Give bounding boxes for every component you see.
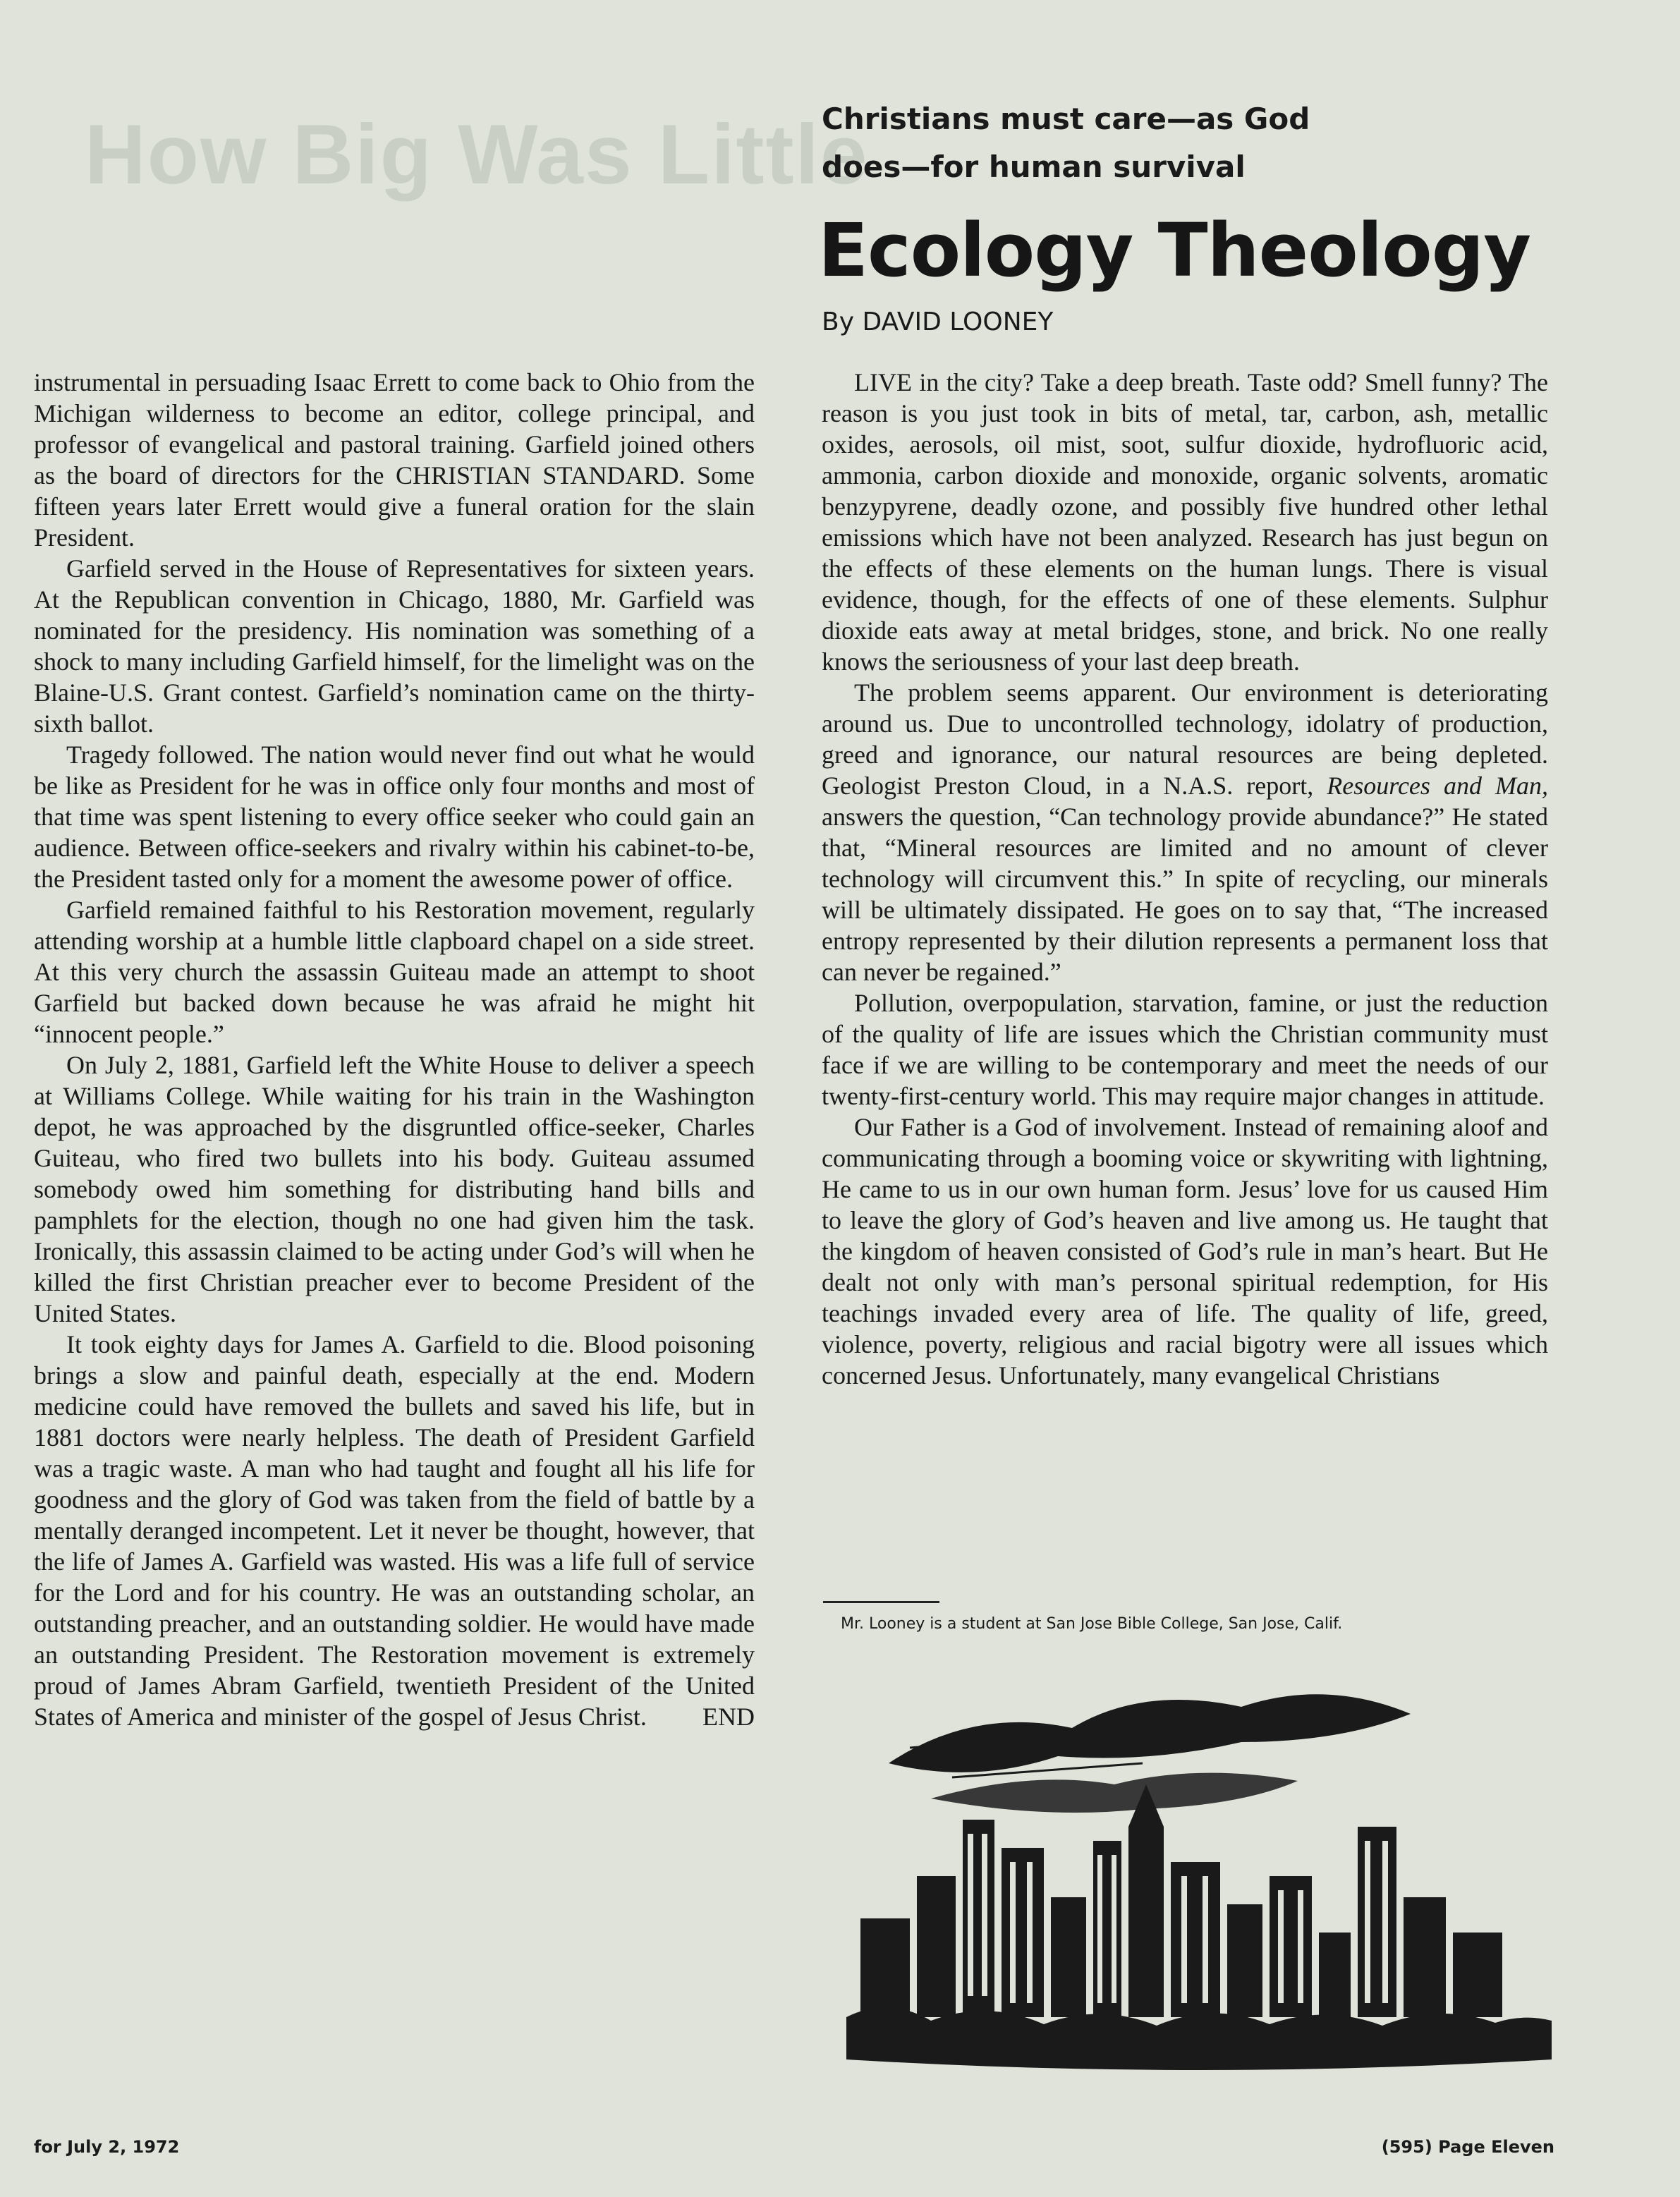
- city-skyline-illustration: [846, 1665, 1552, 2081]
- deck-line-1: Christians must care—as God: [822, 102, 1310, 136]
- right-paragraph-3: Pollution, overpopulation, starvation, famine, or just the reduction of the quality of life are issues which the Christian community must face if we are willing to be contemporary and meet the needs of our twenty-first-century world. This may require major changes in attitude.: [822, 989, 1548, 1110]
- right-column: [822, 367, 1548, 1391]
- tree-line: [846, 2007, 1552, 2070]
- left-paragraph-6: [34, 1329, 755, 1732]
- left-paragraph-1: instrumental in persuading Isaac Errett to come back to Ohio from the Michigan wilderness to become an editor, college principal, and professor of evangelical and pastoral training. Garfield joined others as the board of directors for the CHRISTIAN STANDARD. Some fifteen years later Errett would give a funeral oration for the slain President.: [34, 368, 755, 552]
- end-mark: END: [702, 1703, 755, 1731]
- left-paragraph-4: Garfield remained faithful to his Restoration movement, regularly attending worship at a humble little clapboard chapel on a side street. At this very church the assassin Guiteau made an attempt to shoot Garfield but backed down because he was afraid he might hit “innocent people.”: [34, 896, 755, 1048]
- deck-line-2: does—for human survival: [822, 150, 1246, 184]
- left-paragraph-6-text: It took eighty days for James A. Garfield to die. Blood poisoning brings a slow and painful death, especially at the end. Modern medicine could have removed the bullets and saved his life, but in 1881 doctors were nearly helpless. The death of President Garfield was a tragic waste. A man who had taught and fought all his life for goodness and the glory of God was taken from the field of battle by a mentally deranged incompetent. Let it never be thought, however, that the life of James A. Garfield was wasted. His was a life full of service for the Lord and for his country. He was an outstanding scholar, an outstanding preacher, and an outstanding soldier. He would have made an outstanding President. The Restoration movement is extremely proud of James Abram Garfield, twentieth President of the United States of America and minister of the gospel of Jesus Christ.: [34, 1330, 755, 1731]
- report-title: Resources and Man,: [1327, 772, 1548, 800]
- article-deck: [822, 95, 1583, 191]
- left-column: [34, 367, 755, 1732]
- right-paragraph-4: Our Father is a God of involvement. Instead of remaining aloof and communicating through a booming voice or skywriting with lightning, He came to us in our own human form. Jesus’ love for us caused Him to leave the glory of God’s heaven and live among us. He taught that the kingdom of heaven consisted of God’s rule in man’s heart. But He dealt not only with man’s personal spiritual redemption, for His teachings invaded every area of life. The quality of life, greed, violence, poverty, religious and racial bigotry were all issues which concerned Jesus. Unfortunately, many evangelical Christians: [822, 1113, 1548, 1389]
- issue-date: for July 2, 1972: [34, 2137, 180, 2157]
- faded-previous-title: How Big Was Little: [85, 107, 869, 202]
- byline: By DAVID LOONEY: [822, 308, 1054, 336]
- footnote-rule: [823, 1601, 939, 1603]
- left-paragraph-2: Garfield served in the House of Representatives for sixteen years. At the Republican convention in Chicago, 1880, Mr. Garfield was nominated for the presidency. His nomination was something of a shock to many including Garfield himself, for the limelight was on the Blaine-U.S. Grant contest. Garfield’s nomination came on the thirty-sixth ballot.: [34, 554, 755, 738]
- author-footnote: Mr. Looney is a student at San Jose Bible College, San Jose, Calif.: [841, 1615, 1343, 1633]
- page-number: (595) Page Eleven: [1381, 2137, 1554, 2157]
- right-paragraph-1: LIVE in the city? Take a deep breath. Taste odd? Smell funny? The reason is you just took in bits of metal, tar, carbon, ash, metallic oxides, aerosols, oil mist, soot, sulfur dioxide, hydrofluoric acid, ammonia, carbon dioxide and monoxide, organic solvents, aromatic benzypyrene, deadly ozone, and possibly five hundred other lethal emissions which have not been analyzed. Research has just begun on the effects of these elements on the human lungs. There is visual evidence, though, for the effects of one of these elements. Sulphur dioxide eats away at metal bridges, stone, and brick. No one really knows the seriousness of your last deep breath.: [822, 368, 1548, 676]
- right-paragraph-2-rest: answers the question, “Can technology provide abundance?” He stated that, “Mineral resources are limited and no amount of clever technology will circumvent this.” In spite of recycling, our minerals will be ultimately dissipated. He goes on to say that, “The increased entropy represented by their dilution represents a permanent loss that can never be regained.”: [822, 803, 1548, 986]
- left-paragraph-5: On July 2, 1881, Garfield left the White House to deliver a speech at Williams College. While waiting for his train in the Washington depot, he was approached by the disgruntled office-seeker, Charles Guiteau, who fired two bullets into his body. Guiteau assumed somebody owed him something for distributing hand bills and pamphlets for the election, though no one had given him the task. Ironically, this assassin claimed to be acting under God’s will when he killed the first Christian preacher ever to become President of the United States.: [34, 1051, 755, 1327]
- article-title: Ecology Theology: [818, 207, 1530, 293]
- left-paragraph-3: Tragedy followed. The nation would never find out what he would be like as President for he was in office only four months and most of that time was spent listening to every office seeker who could gain an audience. Between office-seekers and rivalry within his cabinet-to-be, the President tasted only for a moment the awesome power of office.: [34, 741, 755, 893]
- right-paragraph-2-start: The problem seems apparent. Our environment is deteriorating around us. Due to uncontrolled technology, idolatry of production, greed and ignorance, our natural resources are being depleted. Geologist Preston Cloud, in a N.A.S. report,: [822, 678, 1548, 800]
- right-paragraph-2: [822, 677, 1548, 987]
